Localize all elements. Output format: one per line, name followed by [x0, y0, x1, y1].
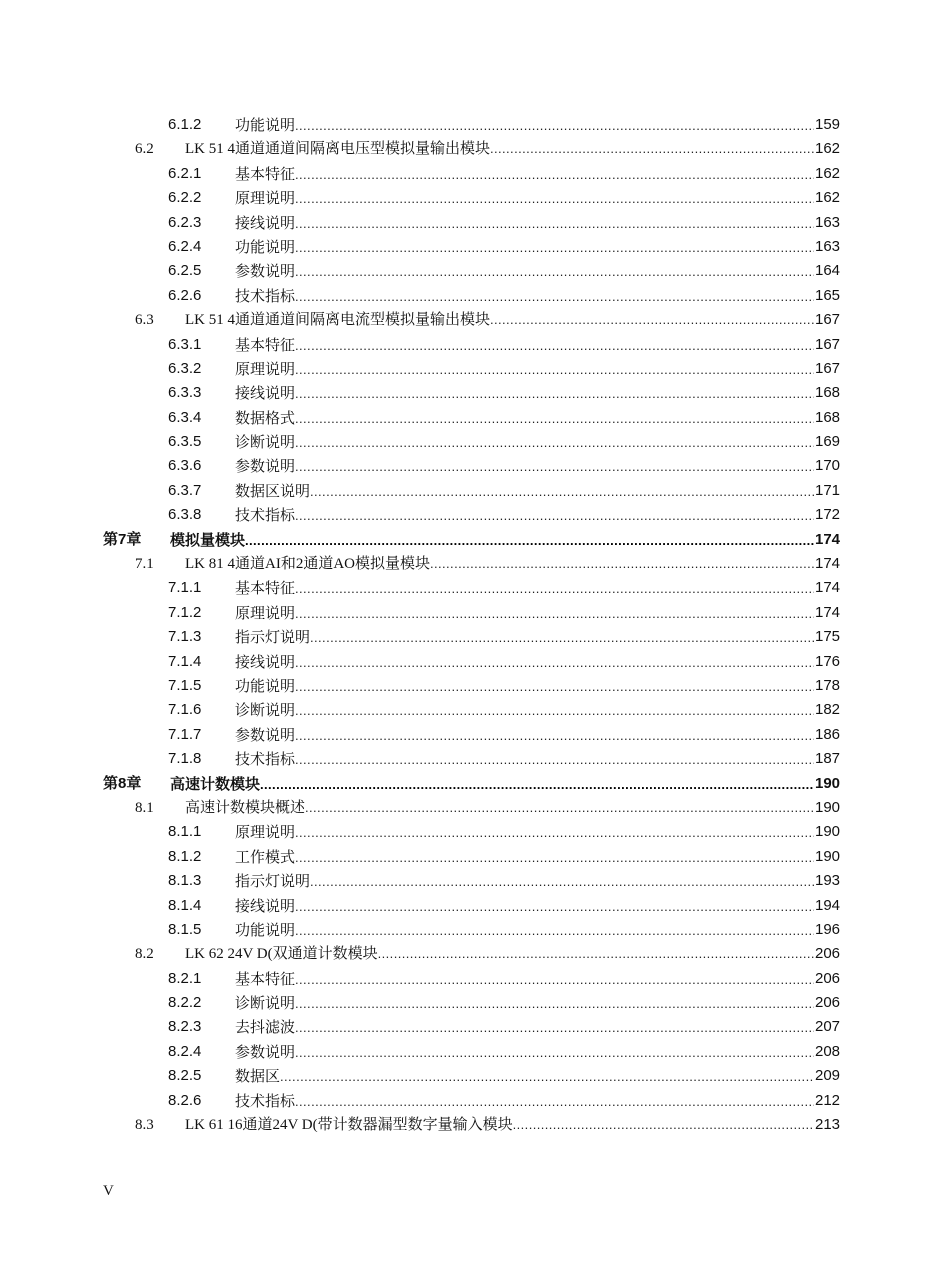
toc-entry-title-with-leader [235, 406, 814, 431]
toc-entry-title-with-leader [235, 381, 814, 406]
dot-leader [295, 358, 814, 382]
dot-leader [295, 285, 814, 309]
toc-entry-title-with-leader [235, 650, 814, 675]
toc-entry-number: 6.2.3 [168, 213, 202, 231]
dot-leader [295, 334, 814, 358]
toc-entry-title-with-leader [235, 698, 814, 723]
toc-entry-title-with-leader [170, 772, 814, 797]
toc-entry-page-number[interactable]: 182 [815, 701, 841, 719]
toc-entry-title[interactable]: 数据格式 [235, 408, 296, 427]
toc-entry-number: 6.2 [135, 141, 154, 158]
toc-entry-number: 6.3 [135, 312, 154, 329]
toc-entry-number: 6.3.3 [168, 384, 202, 402]
toc-subsection-entry[interactable] [0, 601, 950, 625]
dot-leader [295, 699, 814, 723]
toc-entry-page-number[interactable]: 164 [815, 262, 841, 280]
toc-entry-title-with-leader [235, 625, 814, 650]
toc-entry-title-with-leader [235, 284, 814, 309]
toc-entry-page-number[interactable]: 190 [815, 798, 841, 816]
toc-entry-title-with-leader [235, 211, 814, 236]
toc-subsection-entry[interactable] [0, 1015, 950, 1039]
dot-leader [260, 773, 814, 797]
toc-section-entry[interactable] [0, 137, 950, 161]
dot-leader [295, 992, 814, 1016]
toc-subsection-entry[interactable] [0, 479, 950, 503]
toc-subsection-entry[interactable] [0, 357, 950, 381]
toc-entry-page-number[interactable]: 186 [815, 725, 841, 743]
toc-entry-title[interactable]: 诊断说明 [235, 433, 296, 452]
dot-leader [295, 602, 814, 626]
dot-leader [490, 137, 814, 161]
dot-leader [295, 431, 814, 455]
toc-entry-number: 6.3.2 [168, 359, 202, 377]
toc-entry-title[interactable]: 高速计数模块 [170, 774, 261, 793]
toc-entry-number: 7.1.7 [168, 725, 202, 743]
toc-subsection-entry[interactable] [0, 503, 950, 527]
toc-subsection-entry[interactable] [0, 1089, 950, 1113]
dot-leader [295, 846, 814, 870]
toc-subsection-entry[interactable] [0, 406, 950, 430]
toc-subsection-entry[interactable] [0, 1064, 950, 1088]
toc-entry-number: 8.2 [135, 946, 154, 963]
toc-entry-page-number[interactable]: 165 [815, 286, 841, 304]
toc-entry-title[interactable]: 功能说明 [235, 116, 296, 134]
toc-subsection-entry[interactable] [0, 674, 950, 698]
toc-subsection-entry[interactable] [0, 381, 950, 405]
toc-entry-number: 8.2.1 [168, 969, 202, 987]
toc-entry-title-with-leader [235, 894, 814, 919]
toc-entry-number: 7.1.4 [168, 652, 202, 670]
toc-subsection-entry[interactable] [0, 650, 950, 674]
dot-leader [305, 796, 814, 820]
toc-entry-page-number[interactable]: 213 [815, 1116, 841, 1134]
toc-entry-page-number[interactable]: 167 [815, 335, 841, 353]
toc-entry-title-with-leader [235, 479, 814, 504]
toc-entry-number: 6.3.4 [168, 408, 202, 426]
toc-entry-page-number[interactable]: 193 [815, 872, 841, 890]
toc-entry-number: 8.2.4 [168, 1042, 202, 1060]
toc-entry-number: 8.2.6 [168, 1091, 202, 1109]
toc-entry-title-with-leader [235, 967, 814, 992]
toc-entry-number: 第8章 [103, 774, 142, 792]
toc-entry-number: 8.2.2 [168, 994, 202, 1012]
toc-subsection-entry[interactable] [0, 967, 950, 991]
toc-entry-title-with-leader [235, 845, 814, 870]
toc-entry-number: 8.1.2 [168, 847, 202, 865]
toc-entry-title[interactable]: LK 51 4通道通道间隔离电压型模拟量输出模块 [185, 141, 490, 158]
dot-leader [295, 114, 814, 138]
toc-entry-number: 8.3 [135, 1117, 154, 1134]
toc-entry-title-with-leader [235, 113, 814, 138]
dot-leader [295, 919, 814, 943]
dot-leader [295, 382, 814, 406]
toc-section-entry[interactable] [0, 1113, 950, 1137]
dot-leader [378, 942, 814, 966]
toc-entry-title-with-leader [235, 820, 814, 845]
toc-entry-title-with-leader [235, 357, 814, 382]
dot-leader [295, 968, 814, 992]
toc-entry-title-with-leader [235, 918, 814, 943]
dot-leader [295, 407, 814, 431]
toc-entry-number: 7.1.3 [168, 628, 202, 646]
toc-entry-number: 7.1.1 [168, 579, 202, 597]
toc-entry-number: 8.1 [135, 799, 154, 816]
toc-entry-number: 8.1.4 [168, 896, 202, 914]
toc-entry-page-number[interactable]: 168 [815, 408, 841, 426]
toc-entry-title[interactable]: 基本特征 [235, 164, 296, 183]
toc-entry-title[interactable]: 指示灯说明 [235, 628, 311, 647]
dot-leader [295, 1090, 814, 1114]
toc-entry-number: 7.1.6 [168, 701, 202, 719]
toc-entry-title[interactable]: 工作模式 [235, 847, 296, 866]
toc-entry-number: 7.1.5 [168, 676, 202, 694]
toc-entry-title[interactable]: 基本特征 [235, 969, 296, 988]
toc-entry-number: 6.3.8 [168, 506, 202, 524]
dot-leader [295, 260, 814, 284]
toc-entry-page-number[interactable]: 187 [815, 750, 841, 768]
toc-entry-number: 8.1.5 [168, 920, 202, 938]
toc-subsection-entry[interactable] [0, 235, 950, 259]
toc-entry-title-with-leader [185, 308, 814, 332]
toc-entry-title[interactable]: 接线说明 [235, 384, 296, 403]
toc-subsection-entry[interactable] [0, 747, 950, 771]
dot-leader [310, 870, 814, 894]
toc-entry-number: 6.3.6 [168, 457, 202, 475]
toc-entry-number: 8.2.3 [168, 1018, 202, 1036]
toc-entry-title[interactable]: 原理说明 [235, 603, 296, 622]
toc-entry-title[interactable]: 参数说明 [235, 725, 296, 744]
toc-section-entry[interactable] [0, 796, 950, 820]
toc-entry-title-with-leader [185, 552, 814, 576]
toc-entry-title[interactable]: 诊断说明 [235, 994, 296, 1013]
toc-entry-title-with-leader [185, 137, 814, 161]
toc-entry-page-number[interactable]: 174 [815, 555, 841, 573]
toc-entry-title[interactable]: LK 81 4通道AI和2通道AO模拟量模块 [185, 556, 430, 573]
toc-entry-page-number[interactable]: 163 [815, 237, 841, 255]
toc-entry-title[interactable]: 原理说明 [235, 359, 296, 378]
toc-entry-title[interactable]: 技术指标 [235, 506, 296, 525]
dot-leader [295, 212, 814, 236]
toc-entry-page-number[interactable]: 162 [815, 164, 841, 182]
toc-entry-title-with-leader [235, 601, 814, 626]
toc-entry-number: 6.3.7 [168, 481, 202, 499]
toc-entry-title[interactable]: 去抖滤波 [235, 1018, 296, 1037]
toc-entry-title[interactable]: 功能说明 [235, 920, 296, 939]
toc-entry-number: 6.2.4 [168, 237, 202, 255]
toc-entry-page-number[interactable]: 212 [815, 1091, 841, 1109]
toc-entry-page-number[interactable]: 170 [815, 457, 841, 475]
toc-entry-page-number[interactable]: 190 [815, 847, 841, 865]
dot-leader [310, 626, 814, 650]
toc-subsection-entry[interactable] [0, 869, 950, 893]
toc-entry-title-with-leader [235, 723, 814, 748]
toc-entry-title[interactable]: 参数说明 [235, 457, 296, 476]
dot-leader [295, 821, 814, 845]
toc-entry-page-number[interactable]: 174 [815, 579, 841, 597]
toc-subsection-entry[interactable] [0, 454, 950, 478]
toc-entry-title-with-leader [235, 259, 814, 284]
dot-leader [295, 1041, 814, 1065]
toc-subsection-entry[interactable] [0, 845, 950, 869]
toc-entry-page-number[interactable]: 175 [815, 628, 841, 646]
toc-entry-title[interactable]: 功能说明 [235, 676, 296, 695]
toc-entry-title-with-leader [235, 333, 814, 358]
toc-entry-title-with-leader [185, 796, 814, 820]
toc-entry-number: 8.1.3 [168, 872, 202, 890]
toc-entry-title-with-leader [235, 674, 814, 699]
toc-entry-page-number[interactable]: 169 [815, 433, 841, 451]
toc-entry-number: 7.1 [135, 556, 154, 573]
toc-subsection-entry[interactable] [0, 333, 950, 357]
toc-subsection-entry[interactable] [0, 723, 950, 747]
toc-entry-number: 6.2.2 [168, 189, 202, 207]
dot-leader [310, 480, 814, 504]
dot-leader [295, 455, 814, 479]
dot-leader [295, 651, 814, 675]
toc-entry-page-number[interactable]: 196 [815, 920, 841, 938]
toc-subsection-entry[interactable] [0, 113, 950, 137]
toc-entry-title[interactable]: 指示灯说明 [235, 872, 311, 891]
dot-leader [295, 187, 814, 211]
toc-entry-title-with-leader [235, 454, 814, 479]
dot-leader [245, 529, 814, 553]
page-number: V [103, 1183, 114, 1199]
toc-entry-page-number[interactable]: 190 [815, 823, 841, 841]
toc-entry-title-with-leader [170, 528, 814, 553]
toc-entry-title-with-leader [235, 1089, 814, 1114]
toc-entry-title[interactable]: LK 62 24V D(双通道计数模块 [185, 946, 378, 963]
toc-entry-page-number[interactable]: 159 [815, 116, 841, 133]
toc-entry-number: 第7章 [103, 530, 142, 548]
toc-entry-page-number[interactable]: 206 [815, 969, 841, 987]
toc-entry-page-number[interactable]: 194 [815, 896, 841, 914]
toc-entry-title-with-leader [235, 186, 814, 211]
toc-entry-page-number[interactable]: 190 [815, 774, 841, 792]
toc-section-entry[interactable] [0, 942, 950, 966]
toc-entry-title-with-leader [185, 942, 814, 966]
toc-entry-title-with-leader [235, 747, 814, 772]
toc-entry-title[interactable]: 基本特征 [235, 579, 296, 598]
toc-subsection-entry[interactable] [0, 162, 950, 186]
toc-entry-title[interactable]: 原理说明 [235, 189, 296, 208]
dot-leader [295, 236, 814, 260]
dot-leader [295, 504, 814, 528]
toc-entry-title[interactable]: 原理说明 [235, 823, 296, 842]
toc-entry-title-with-leader [235, 1015, 814, 1040]
toc-entry-title-with-leader [235, 991, 814, 1016]
toc-section-entry[interactable] [0, 552, 950, 576]
dot-leader [295, 577, 814, 601]
toc-subsection-entry[interactable] [0, 430, 950, 454]
toc-chapter-entry[interactable] [0, 528, 950, 552]
toc-entry-title-with-leader [235, 430, 814, 455]
dot-leader [430, 552, 814, 576]
toc-entry-title[interactable]: 接线说明 [235, 652, 296, 671]
toc-entry-page-number[interactable]: 206 [815, 945, 841, 963]
toc-entry-page-number[interactable]: 206 [815, 994, 841, 1012]
table-of-contents [0, 113, 950, 1137]
toc-entry-title[interactable]: 诊断说明 [235, 701, 296, 720]
toc-subsection-entry[interactable] [0, 894, 950, 918]
toc-entry-number: 6.3.5 [168, 433, 202, 451]
toc-subsection-entry[interactable] [0, 259, 950, 283]
dot-leader [295, 675, 814, 699]
toc-subsection-entry[interactable] [0, 211, 950, 235]
toc-entry-number: 7.1.8 [168, 750, 202, 768]
toc-entry-page-number[interactable]: 167 [815, 359, 841, 377]
toc-entry-title[interactable]: 参数说明 [235, 1042, 296, 1061]
toc-entry-page-number[interactable]: 171 [815, 481, 841, 499]
toc-entry-title[interactable]: LK 51 4通道通道间隔离电流型模拟量输出模块 [185, 312, 490, 329]
toc-entry-number: 8.1.1 [168, 823, 202, 841]
toc-subsection-entry[interactable] [0, 698, 950, 722]
dot-leader [295, 1016, 814, 1040]
toc-entry-page-number[interactable]: 208 [815, 1042, 841, 1060]
toc-entry-title[interactable]: 数据区说明 [235, 481, 311, 500]
toc-entry-page-number[interactable]: 207 [815, 1018, 841, 1036]
toc-entry-page-number[interactable]: 178 [815, 676, 841, 694]
toc-entry-title[interactable]: LK 61 16通道24V D(带计数器漏型数字量输入模块 [185, 1117, 513, 1134]
toc-entry-page-number[interactable]: 176 [815, 652, 841, 670]
toc-section-entry[interactable] [0, 308, 950, 332]
toc-entry-number: 6.1.2 [168, 116, 202, 133]
toc-entry-title-with-leader [235, 1064, 814, 1089]
toc-entry-title-with-leader [235, 576, 814, 601]
toc-entry-page-number[interactable]: 174 [815, 530, 841, 548]
toc-entry-number: 6.2.5 [168, 262, 202, 280]
toc-entry-title[interactable]: 技术指标 [235, 750, 296, 769]
toc-subsection-entry[interactable] [0, 918, 950, 942]
toc-entry-title[interactable]: 接线说明 [235, 213, 296, 232]
toc-entry-title[interactable]: 接线说明 [235, 896, 296, 915]
dot-leader [490, 308, 814, 332]
toc-entry-title-with-leader [235, 503, 814, 528]
toc-subsection-entry[interactable] [0, 1040, 950, 1064]
dot-leader [295, 163, 814, 187]
toc-entry-page-number[interactable]: 168 [815, 384, 841, 402]
toc-subsection-entry[interactable] [0, 991, 950, 1015]
toc-entry-page-number[interactable]: 162 [815, 189, 841, 207]
toc-entry-title-with-leader [235, 869, 814, 894]
toc-entry-title[interactable]: 参数说明 [235, 262, 296, 281]
toc-entry-page-number[interactable]: 167 [815, 311, 841, 329]
toc-entry-title[interactable]: 基本特征 [235, 335, 296, 354]
dot-leader [295, 748, 814, 772]
toc-entry-title-with-leader [235, 162, 814, 187]
toc-entry-title[interactable]: 数据区 [235, 1067, 281, 1086]
toc-entry-title[interactable]: 技术指标 [235, 286, 296, 305]
dot-leader [295, 724, 814, 748]
toc-subsection-entry[interactable] [0, 284, 950, 308]
toc-entry-number: 6.3.1 [168, 335, 202, 353]
toc-entry-title-with-leader [235, 235, 814, 260]
toc-entry-number: 6.2.1 [168, 164, 202, 182]
toc-entry-number: 7.1.2 [168, 603, 202, 621]
toc-chapter-entry[interactable] [0, 772, 950, 796]
toc-entry-number: 6.2.6 [168, 286, 202, 304]
toc-entry-page-number[interactable]: 163 [815, 213, 841, 231]
toc-entry-page-number[interactable]: 209 [815, 1067, 841, 1085]
toc-entry-title[interactable]: 模拟量模块 [170, 530, 246, 549]
toc-entry-page-number[interactable]: 174 [815, 603, 841, 621]
dot-leader [280, 1065, 814, 1089]
toc-entry-number: 8.2.5 [168, 1067, 202, 1085]
toc-subsection-entry[interactable] [0, 625, 950, 649]
toc-entry-title-with-leader [185, 1113, 814, 1137]
toc-subsection-entry[interactable] [0, 576, 950, 600]
toc-entry-title[interactable]: 高速计数模块概述 [185, 799, 306, 816]
toc-entry-page-number[interactable]: 172 [815, 506, 841, 524]
toc-entry-page-number[interactable]: 162 [815, 140, 841, 158]
dot-leader [513, 1113, 814, 1137]
toc-subsection-entry[interactable] [0, 820, 950, 844]
dot-leader [295, 895, 814, 919]
toc-entry-title[interactable]: 功能说明 [235, 237, 296, 256]
toc-entry-title[interactable]: 技术指标 [235, 1091, 296, 1110]
toc-entry-title-with-leader [235, 1040, 814, 1065]
toc-subsection-entry[interactable] [0, 186, 950, 210]
